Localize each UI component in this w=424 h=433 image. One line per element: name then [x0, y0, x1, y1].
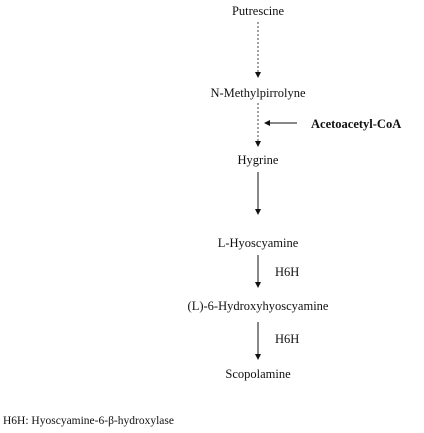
enzyme-label-h6h-1: H6H [275, 265, 300, 279]
node-n-methylpirrolyne: N-Methylpirrolyne [210, 86, 306, 100]
enzyme-label-h6h-2: H6H [275, 332, 300, 346]
node-putrescine: Putrescine [231, 4, 285, 18]
node-l-hyoscyamine: L-Hyoscyamine [217, 236, 299, 250]
node-l-6-hydroxyhyoscyamine: (L)-6-Hydroxyhyoscyamine [187, 299, 329, 313]
footnote-h6h-definition: H6H: Hyoscyamine-6-β-hydroxylase [3, 415, 174, 427]
cosubstrate-acetoacetyl-coa: Acetoacetyl-CoA [311, 117, 402, 131]
node-hygrine: Hygrine [237, 153, 279, 167]
node-scopolamine: Scopolamine [225, 367, 291, 381]
